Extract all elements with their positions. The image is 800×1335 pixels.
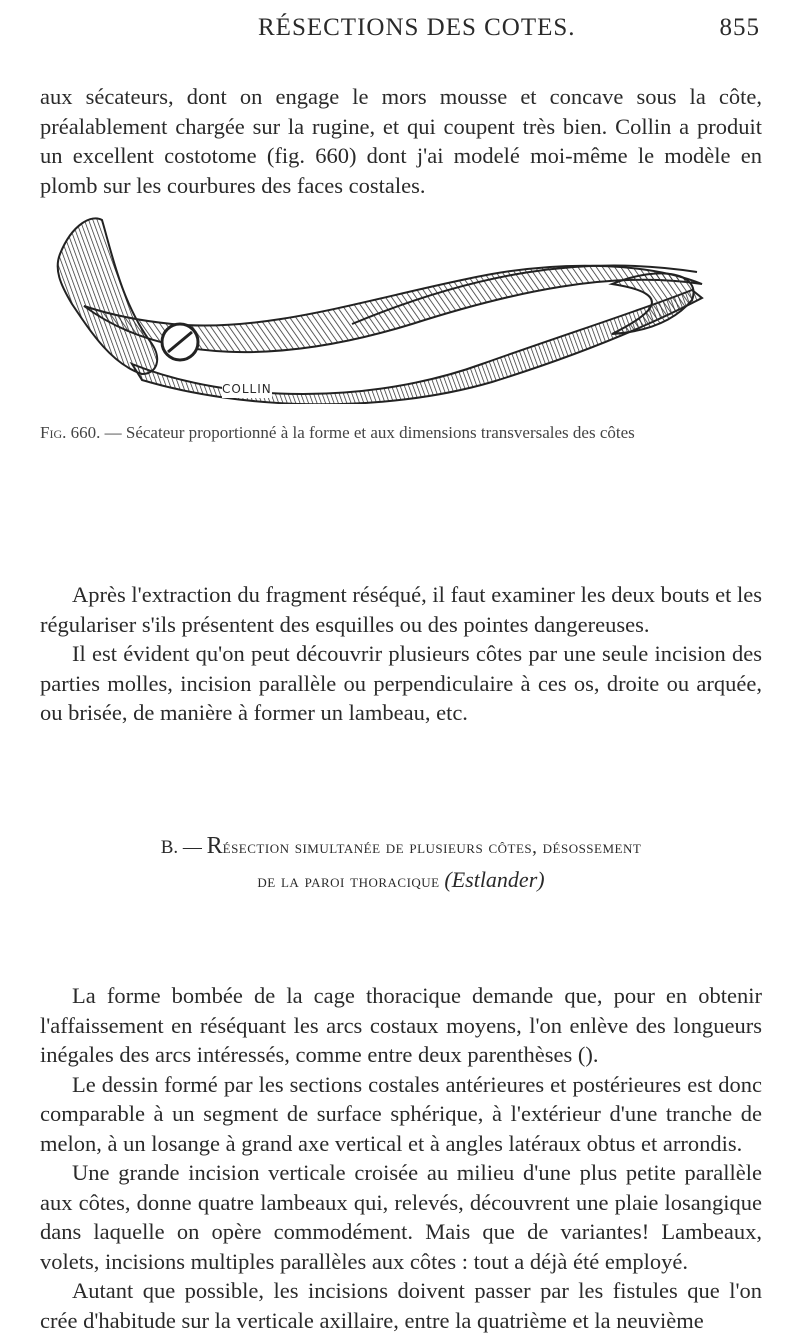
paragraph: Autant que possible, les incisions doivent passer par les fistules que l'on crée d'habitude sur la verticale axillaire, entre la quatrième et la neuvième [40, 1278, 762, 1333]
running-header [240, 14, 760, 54]
section-author: (Estlander) [444, 867, 545, 892]
paragraph: Une grande incision verticale croisée au milieu d'une plus petite parallèle aux côtes, donne quatre lambeaux qui, relevés, découvrent une plaie losangique dans laquelle on opère commodément. Mais que de variantes! Lambeaux, volets, incisions multiples parallèles aux côtes : tout a déjà été employé. [40, 1160, 762, 1274]
caption-text: — Sécateur proportionné à la forme et aux dimensions transversales des côtes [104, 423, 635, 442]
costotome-illustration [52, 214, 764, 404]
section-heading [40, 830, 762, 898]
paragraph: aux sécateurs, dont on engage le mors mousse et concave sous la côte, préalablement chargée sur la rugine, et qui coupent très bien. Collin a produit un excellent costotome (fig. 660) dont j'ai modelé moi-même le modèle en plomb sur les courbures des faces costales. [40, 84, 762, 198]
section-title-initial: R [206, 833, 223, 859]
paragraph: Il est évident qu'on peut découvrir plusieurs côtes par une seule incision des parties molles, incision parallèle ou perpendiculaire à ces os, droite ou arquée, ou brisée, de manière à former un lambeau, etc. [40, 641, 762, 725]
paragraphs-middle [40, 580, 762, 728]
handle [58, 218, 158, 374]
section-title-line2: de la paroi thoracique [257, 871, 440, 892]
paragraphs-bottom [40, 981, 762, 1335]
caption-label: Fig. 660. [40, 423, 101, 442]
section-title: ésection simultanée de plusieurs côtes, désossement [222, 837, 642, 858]
section-dash: — [182, 837, 202, 858]
figure-660 [52, 214, 764, 404]
page-number: 855 [719, 14, 760, 41]
header-title: RÉSECTIONS DES COTES. [258, 14, 576, 41]
figure-caption [40, 423, 780, 443]
engraved-label: COLLIN [222, 382, 272, 396]
paragraph: La forme bombée de la cage thoracique demande que, pour en obtenir l'affaissement en réséquant les arcs costaux moyens, l'on enlève des longueurs inégales des arcs intéressés, comme entre deux parenthèses (). [40, 983, 762, 1067]
paragraph: Le dessin formé par les sections costales antérieures et postérieures est donc comparable à un segment de surface sphérique, à l'extérieur d'une tranche de melon, à un losange à grand axe vertical et à angles latéraux obtus et arrondis. [40, 1071, 762, 1156]
section-letter: B. [160, 837, 179, 858]
paragraph: Après l'extraction du fragment réséqué, il faut examiner les deux bouts et les régulariser s'ils présentent des esquilles ou des pointes dangereuses. [40, 582, 762, 637]
paragraph-top [40, 82, 762, 200]
